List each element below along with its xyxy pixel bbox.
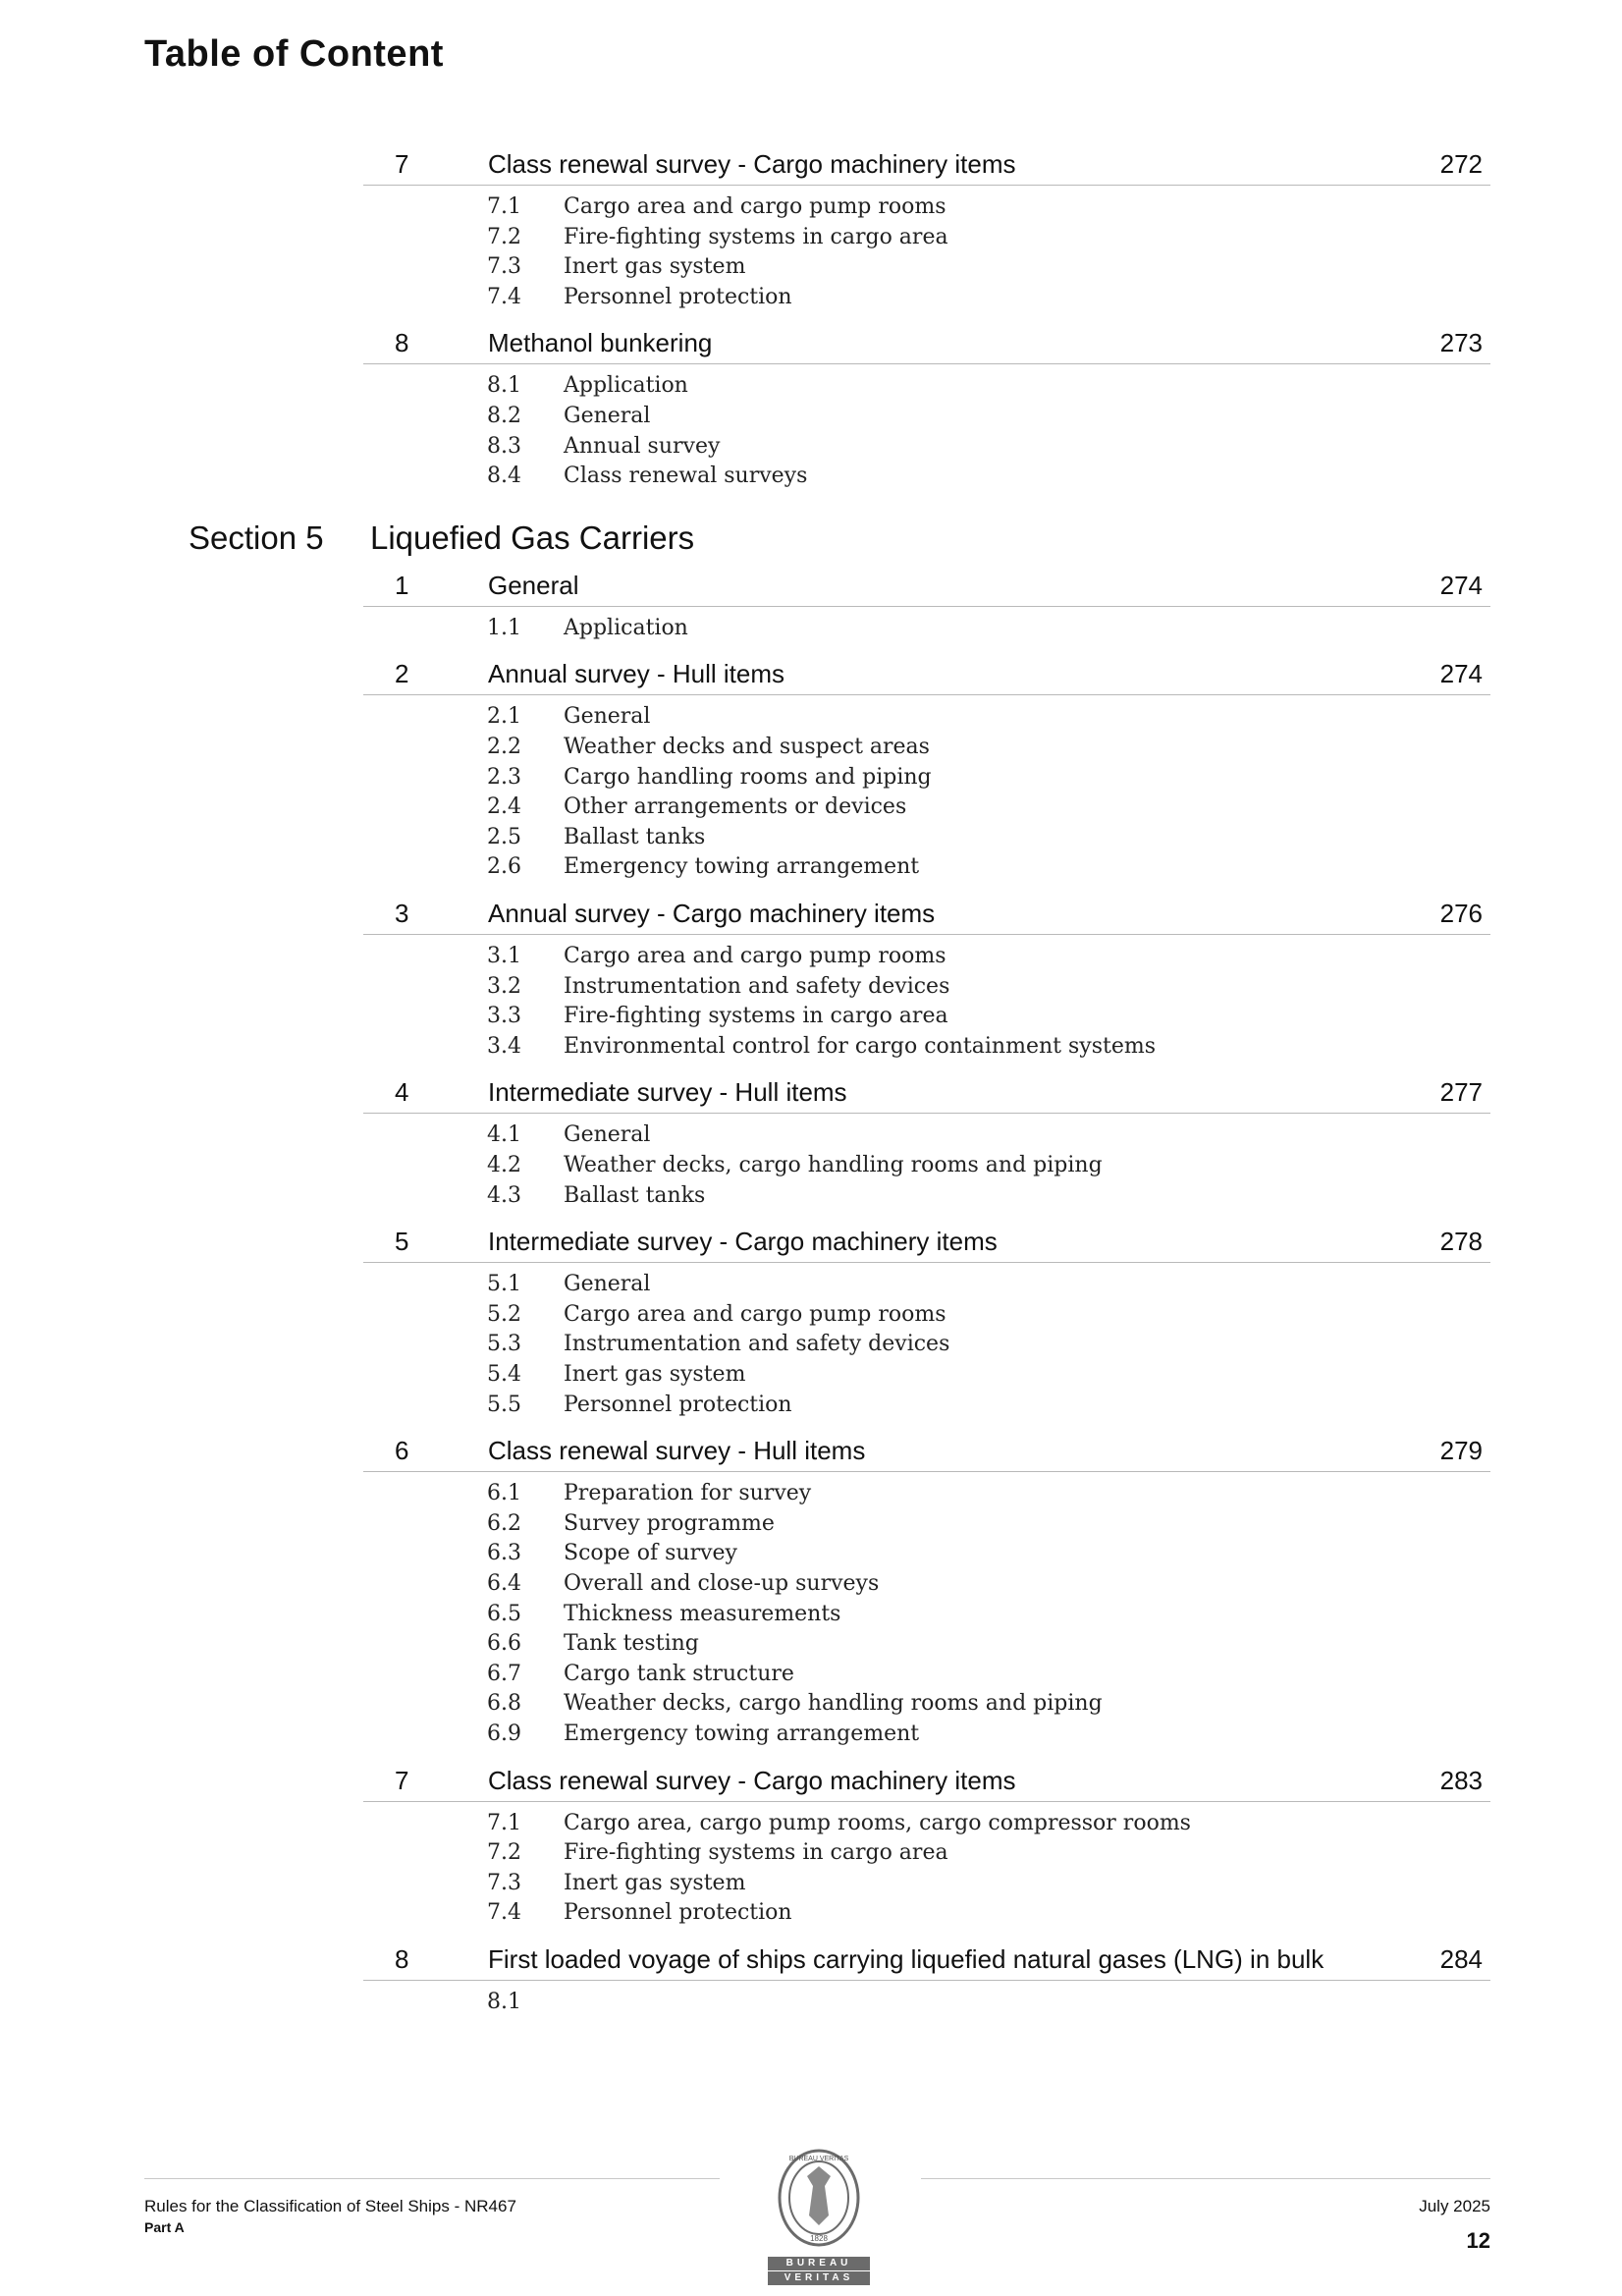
toc-subsection-num: 7.3 xyxy=(487,254,521,280)
toc-article-page: 277 xyxy=(1439,1077,1483,1108)
toc-article-num: 6 xyxy=(395,1436,409,1466)
toc-subsection-num: 8.1 xyxy=(487,1990,521,2014)
toc-article-num: 7 xyxy=(395,149,409,179)
toc-subsection-title: General xyxy=(564,704,651,730)
toc-subsection-title: Fire-fighting systems in cargo area xyxy=(564,1840,948,1866)
toc-subsection-title: Fire-fighting systems in cargo area xyxy=(564,224,948,249)
logo-ring-text: BUREAU VERITAS xyxy=(788,2156,849,2162)
toc-subsection-num: 2.1 xyxy=(487,704,521,730)
toc-subsection-title: Personnel protection xyxy=(564,1900,792,1926)
toc-article-page: 279 xyxy=(1439,1436,1483,1466)
toc-article-title: General xyxy=(488,570,579,600)
toc-subsection-num: 7.3 xyxy=(487,1870,521,1895)
toc-subsection-title: Annual survey xyxy=(564,433,721,459)
footer-divider-left xyxy=(144,2178,720,2179)
toc-subsection-num: 2.5 xyxy=(487,824,521,849)
toc-subsection-num: 2.4 xyxy=(487,794,521,820)
toc-subsection-title: General xyxy=(564,404,651,428)
toc-subsection-num: 6.9 xyxy=(487,1722,521,1746)
toc-article-num: 8 xyxy=(395,328,409,358)
footer-part: Part A xyxy=(144,2219,185,2235)
toc-subsection-num: 6.5 xyxy=(487,1601,521,1626)
toc-subsection-num: 3.1 xyxy=(487,944,521,968)
toc-subsection-title: Cargo area, cargo pump rooms, cargo compressor rooms xyxy=(564,1810,1191,1835)
toc-subsection-num: 5.3 xyxy=(487,1332,521,1357)
toc-subsection-num: 5.5 xyxy=(487,1392,521,1417)
toc-subsection-title: Application xyxy=(564,615,688,640)
toc-subsection-title: Emergency towing arrangement xyxy=(564,1722,920,1746)
footer-divider-right xyxy=(921,2178,1490,2179)
toc-subsection-title: Emergency towing arrangement xyxy=(564,854,920,880)
toc-subsection-title: Survey programme xyxy=(564,1510,775,1536)
toc-subsection-title: Weather decks, cargo handling rooms and piping xyxy=(564,1153,1103,1177)
footer-page-number: 12 xyxy=(1466,2228,1490,2253)
logo-text-top: BUREAU xyxy=(768,2257,870,2270)
toc-subsection-num: 2.6 xyxy=(487,854,521,880)
toc-article-title: First loaded voyage of ships carrying liquefied natural gases (LNG) in bulk xyxy=(488,1944,1325,1974)
toc-article-title: Class renewal survey - Cargo machinery items xyxy=(488,149,1016,179)
toc-subsection-title: Inert gas system xyxy=(564,1870,746,1895)
toc-subsection-num: 5.2 xyxy=(487,1301,521,1327)
toc-article-page: 283 xyxy=(1439,1765,1483,1795)
toc-subsection-num: 8.4 xyxy=(487,464,521,489)
toc-subsection-title: Ballast tanks xyxy=(564,1182,706,1208)
toc-article-title: Intermediate survey - Cargo machinery items xyxy=(488,1227,998,1257)
toc-subsection-num: 8.3 xyxy=(487,433,521,459)
toc-subsection-num: 7.4 xyxy=(487,284,521,309)
toc-subsection-num: 6.1 xyxy=(487,1481,521,1506)
toc-article-title: Intermediate survey - Hull items xyxy=(488,1077,847,1108)
toc-article-num: 3 xyxy=(395,899,409,928)
toc-section-label: Section 5 xyxy=(189,519,324,556)
toc-subsection-title: Cargo area and cargo pump rooms xyxy=(564,1301,946,1327)
toc-article-row[interactable] xyxy=(363,145,1490,186)
toc-subsection-num: 6.4 xyxy=(487,1571,521,1596)
toc-subsection-num: 6.7 xyxy=(487,1661,521,1686)
toc-subsection-title: Scope of survey xyxy=(564,1541,737,1566)
toc-article-page: 278 xyxy=(1439,1227,1483,1257)
toc-subsection-num: 4.2 xyxy=(487,1153,521,1177)
toc-subsection-num: 2.2 xyxy=(487,735,521,759)
toc-subsection-title: Application xyxy=(564,373,688,399)
toc-article-title: Class renewal survey - Hull items xyxy=(488,1436,866,1466)
toc-article-title: Annual survey - Cargo machinery items xyxy=(488,899,936,928)
toc-article-page: 276 xyxy=(1439,899,1483,928)
toc-subsection-num: 3.3 xyxy=(487,1004,521,1029)
toc-subsection-title: Instrumentation and safety devices xyxy=(564,1332,950,1357)
toc-article-page: 273 xyxy=(1439,328,1483,358)
toc-article-num: 5 xyxy=(395,1227,409,1257)
toc-subsection-title: Other arrangements or devices xyxy=(564,794,907,820)
toc-article-title: Class renewal survey - Cargo machinery items xyxy=(488,1765,1016,1795)
toc-subsection-num: 4.3 xyxy=(487,1182,521,1208)
toc-subsection-num: 7.2 xyxy=(487,224,521,249)
toc-article-row[interactable] xyxy=(363,1223,1490,1263)
logo-emblem xyxy=(768,2147,870,2255)
toc-article-page: 274 xyxy=(1439,659,1483,689)
toc-section-title: Liquefied Gas Carriers xyxy=(370,519,695,556)
toc-subsection-num: 8.2 xyxy=(487,404,521,428)
toc-article-row[interactable] xyxy=(363,1941,1490,1981)
toc-article-page: 284 xyxy=(1439,1944,1483,1974)
toc-subsection-num: 7.2 xyxy=(487,1840,521,1866)
footer-date: July 2025 xyxy=(1419,2197,1490,2215)
logo-text-bottom: VERITAS xyxy=(768,2271,870,2285)
toc-subsection-title: Cargo area and cargo pump rooms xyxy=(564,944,946,968)
toc-article-num: 8 xyxy=(395,1944,409,1974)
toc-article-row[interactable] xyxy=(363,1073,1490,1114)
toc-subsection-title: Thickness measurements xyxy=(564,1601,841,1626)
toc-subsection-num: 5.1 xyxy=(487,1272,521,1297)
toc-subsection-title: General xyxy=(564,1122,651,1148)
logo-year: 1828 xyxy=(810,2234,828,2243)
toc-subsection-title: Class renewal surveys xyxy=(564,464,808,489)
toc-subsection-num: 3.4 xyxy=(487,1033,521,1059)
toc-subsection-title: Cargo area and cargo pump rooms xyxy=(564,194,946,219)
toc-subsection-title: Personnel protection xyxy=(564,284,792,309)
toc-subsection-title: Weather decks and suspect areas xyxy=(564,735,930,759)
toc-article-row[interactable] xyxy=(363,895,1490,935)
toc-subsection-title: Inert gas system xyxy=(564,1362,746,1387)
toc-article-title: Methanol bunkering xyxy=(488,328,713,358)
toc-subsection-num: 3.2 xyxy=(487,973,521,999)
toc-subsection-title: Environmental control for cargo containment systems xyxy=(564,1033,1157,1059)
toc-subsection-title: Ballast tanks xyxy=(564,824,706,849)
toc-subsection-num: 6.6 xyxy=(487,1631,521,1657)
toc-article-num: 4 xyxy=(395,1077,409,1108)
toc-article-row[interactable] xyxy=(363,324,1490,364)
toc-subsection-title: Preparation for survey xyxy=(564,1481,812,1506)
footer-left xyxy=(144,2197,516,2235)
toc-subsection-num: 4.1 xyxy=(487,1122,521,1148)
toc-subsection-title: Overall and close-up surveys xyxy=(564,1571,880,1596)
toc-subsection-num: 6.8 xyxy=(487,1691,521,1717)
toc-subsection-num: 2.3 xyxy=(487,764,521,790)
toc-article-num: 1 xyxy=(395,570,409,600)
bureau-veritas-logo xyxy=(768,2147,870,2284)
toc-subsection-num: 8.1 xyxy=(487,373,521,399)
toc-article-page: 272 xyxy=(1439,149,1483,179)
toc-subsection-title: Cargo handling rooms and piping xyxy=(564,764,932,790)
toc-subsection-title: General xyxy=(564,1272,651,1297)
footer-document-title: Rules for the Classification of Steel Ships - NR467 xyxy=(144,2197,516,2215)
toc-article-num: 2 xyxy=(395,659,409,689)
toc-subsection-title: Cargo tank structure xyxy=(564,1661,794,1686)
toc-article-page: 274 xyxy=(1439,570,1483,600)
toc-subsection-num: 7.1 xyxy=(487,194,521,219)
toc-subsection-num: 7.4 xyxy=(487,1900,521,1926)
toc-article-row[interactable] xyxy=(363,1762,1490,1802)
toc-subsection-title: Instrumentation and safety devices xyxy=(564,973,950,999)
toc-article-row[interactable] xyxy=(363,655,1490,695)
toc-subsection-num: 7.1 xyxy=(487,1810,521,1835)
toc-subsection-title: Personnel protection xyxy=(564,1392,792,1417)
toc-subsection-title: Fire-fighting systems in cargo area xyxy=(564,1004,948,1029)
footer-right xyxy=(1419,2197,1490,2254)
toc-subsection-title: Weather decks, cargo handling rooms and piping xyxy=(564,1691,1103,1717)
toc-article-row[interactable] xyxy=(363,567,1490,607)
toc-subsection-num: 6.2 xyxy=(487,1510,521,1536)
toc-subsection-num: 5.4 xyxy=(487,1362,521,1387)
toc-subsection-title: Tank testing xyxy=(564,1631,699,1657)
toc-subsection-num: 1.1 xyxy=(487,615,521,640)
toc-article-row[interactable] xyxy=(363,1432,1490,1472)
toc-subsection-title: Inert gas system xyxy=(564,254,746,280)
page-title: Table of Content xyxy=(144,33,444,75)
toc-subsection-num: 6.3 xyxy=(487,1541,521,1566)
toc-article-title: Annual survey - Hull items xyxy=(488,659,784,689)
toc-article-num: 7 xyxy=(395,1765,409,1795)
